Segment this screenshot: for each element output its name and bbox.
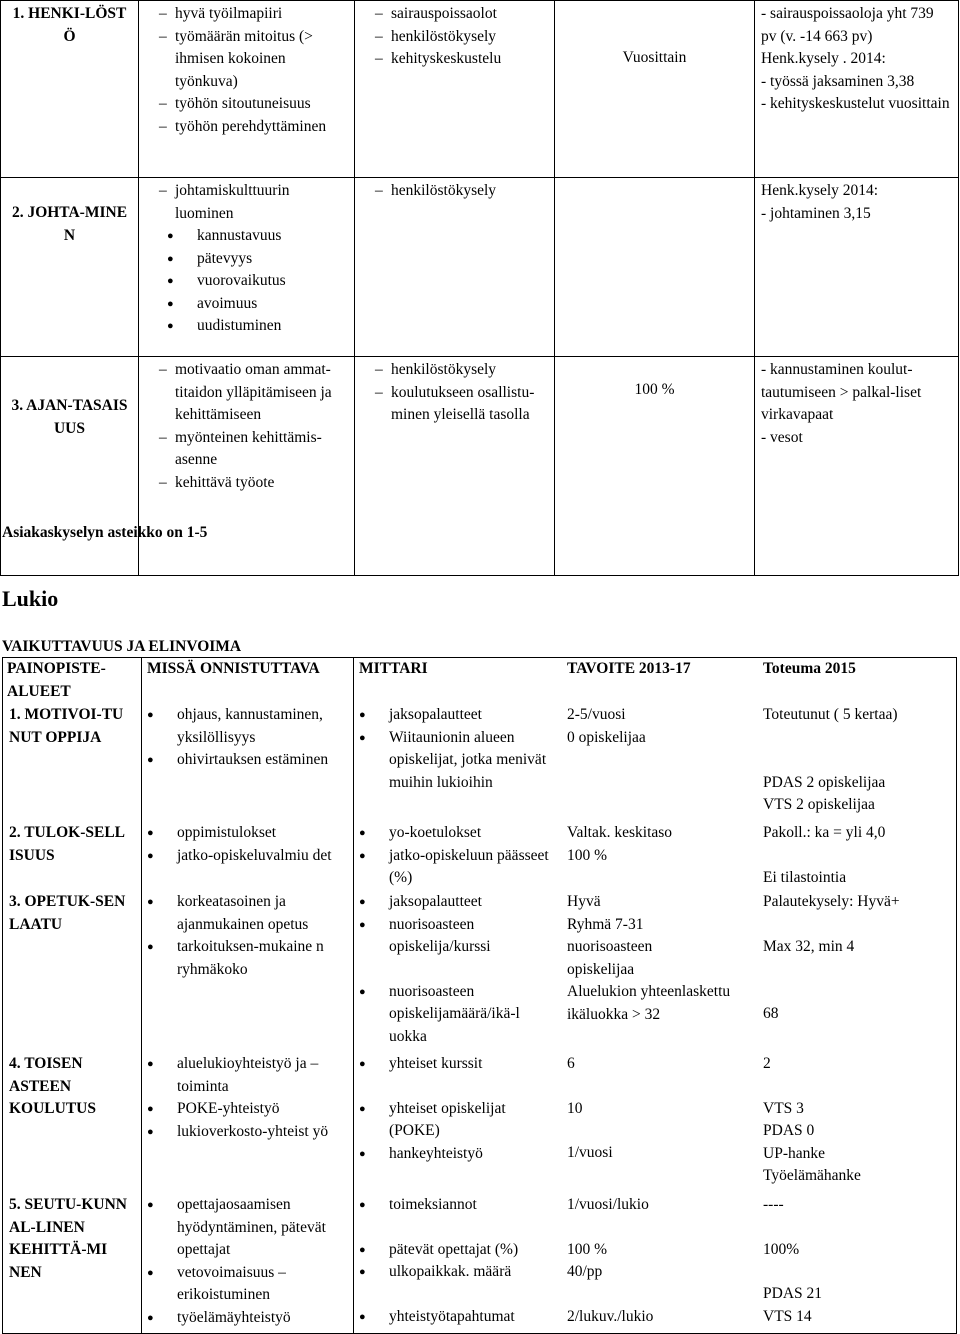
result-line: - kehityskeskustelut vuosittain — [761, 95, 950, 112]
header-target: TAVOITE 2013-17 — [567, 660, 691, 677]
result-block — [763, 704, 953, 817]
result-value: Max 32, min 4 — [763, 937, 855, 955]
header-result: Toteuma 2015 — [763, 660, 856, 677]
indicator-list — [359, 891, 559, 1048]
list-item: – sairauspoissaolot — [375, 3, 548, 26]
target-value: 40/pp — [567, 1263, 603, 1280]
list-item: – henkilöstökysely — [375, 26, 548, 49]
target-value: 1/vuosi/lukio — [567, 1196, 649, 1213]
list-item: ● jatko-opiskeluvalmiu det — [147, 845, 347, 868]
list-item: – työhön sitoutuneisuus — [159, 93, 348, 116]
result-value: Pakoll.: ka = yli 4,0 — [763, 824, 886, 841]
list-item: ● lukioverkosto-yhteist yö — [147, 1121, 347, 1144]
henkilosto-table — [0, 0, 959, 576]
where-list — [147, 1053, 347, 1143]
target-cell: Vuosittain — [555, 1, 755, 178]
result-line: - työssä jaksaminen 3,38 — [761, 72, 915, 90]
list-item: ● jatko-opiskeluun päässeet (%) — [359, 845, 559, 890]
target-value: 0 opiskelijaa — [567, 728, 646, 746]
list-item: – myönteinen kehittämis-asenne — [159, 427, 348, 472]
list-item: ● vetovoimaisuus – erikoistuminen — [147, 1262, 347, 1307]
area-item: 2. TULOK-SELL ISUUS — [9, 824, 125, 864]
where-list — [147, 704, 347, 772]
table-row — [1, 1, 959, 178]
list-item: ● ohivirtauksen estäminen — [147, 749, 347, 772]
list-item: ● nuorisoasteen opiskelija/kurssi — [359, 914, 559, 959]
result-cell — [755, 1, 959, 178]
target-value: Hyvä — [567, 893, 601, 910]
indicator-list — [359, 1053, 559, 1165]
target-value: 100 % — [567, 1240, 608, 1258]
result-value: Ei tilastointia — [763, 868, 847, 886]
list-item: ● yhteiset kurssit — [359, 1053, 559, 1076]
list-item: – motivaatio oman ammat-titaidon ylläpitämiseen ja kehittämiseen — [159, 359, 348, 427]
list-item: – kehityskeskustelu — [375, 48, 548, 71]
result-value: 100% — [763, 1240, 800, 1258]
target-value: 2-5/vuosi — [567, 706, 626, 723]
list-item: ● ulkopaikkak. määrä — [359, 1261, 559, 1284]
indicators-cell — [355, 1, 555, 178]
result-cell — [755, 178, 959, 357]
header-indicator: MITTARI — [359, 660, 428, 677]
result-block — [763, 891, 953, 1026]
area-item: 4. TOISEN ASTEEN KOULUTUS — [9, 1055, 96, 1117]
list-item: – hyvä työilmapiiri — [159, 3, 348, 26]
result-value: UP-hanke — [763, 1144, 825, 1162]
list-item: ● avoimuus — [163, 293, 348, 316]
area-item: 3. OPETUK-SEN LAATU — [9, 893, 126, 933]
result-line: - vesot — [761, 428, 803, 446]
target-block — [567, 704, 757, 749]
result-value: PDAS 0 — [763, 1122, 815, 1139]
list-item: ● pätevät opettajat (%) — [359, 1239, 559, 1262]
target-value: Aluelukion yhteenlaskettu ikäluokka > 32 — [567, 983, 731, 1023]
indicators-cell — [355, 357, 555, 576]
result-line: - johtaminen 3,15 — [761, 204, 871, 222]
list-item: ● korkeatasoinen ja ajanmukainen opetus — [147, 891, 347, 936]
result-value: PDAS 21 — [763, 1285, 823, 1302]
target-value: 1/vuosi — [567, 1144, 613, 1161]
result-value: VTS 3 — [763, 1099, 804, 1117]
list-item: ● pätevyys — [163, 248, 348, 271]
list-item: ● jaksopalautteet — [359, 891, 559, 914]
target-cell — [555, 178, 755, 357]
list-item: ● vuorovaikutus — [163, 270, 348, 293]
header-where: MISSÄ ONNISTUTTAVA — [147, 660, 320, 677]
result-value: 2 — [763, 1055, 771, 1072]
target-value: 10 — [567, 1099, 583, 1117]
result-block — [763, 1053, 953, 1188]
list-item: ● hankeyhteistyö — [359, 1143, 559, 1166]
result-line: Henk.kysely 2014: — [761, 182, 879, 199]
result-block — [763, 822, 953, 889]
target-block — [567, 891, 757, 1026]
where-list — [147, 1194, 347, 1329]
list-item: ● uudistuminen — [163, 315, 348, 338]
targets-cell — [139, 1, 355, 178]
list-item: ● yhteistyötapahtumat — [359, 1306, 559, 1329]
target-cell: 100 % — [555, 357, 755, 576]
list-item: ● nuorisoasteen opiskelijamäärä/ikä-l uokka — [359, 981, 559, 1049]
result-value: Työelämähanke — [763, 1167, 861, 1184]
target-value: Valtak. keskitaso — [567, 824, 673, 841]
area-item: 5. SEUTU-KUNN AL-LINEN KEHITTÄ-MI NEN — [9, 1196, 127, 1281]
table-row — [1, 178, 959, 357]
list-item: ● toimeksiannot — [359, 1194, 559, 1217]
where-list — [147, 822, 347, 867]
list-item: – henkilöstökysely — [375, 359, 548, 382]
target-block — [567, 1053, 757, 1165]
list-item: ● työelämäyhteistyö — [147, 1307, 347, 1330]
result-value: PDAS 2 opiskelijaa — [763, 773, 886, 791]
list-item: – työhön perehdyttäminen — [159, 116, 348, 139]
header-area: PAINOPISTE-ALUEET — [7, 660, 106, 700]
area-item: 1. MOTIVOI-TU NUT OPPIJA — [9, 706, 124, 746]
list-item: ● yo-koetulokset — [359, 822, 559, 845]
indicator-list — [359, 822, 559, 890]
list-item: ● jaksopalautteet — [359, 704, 559, 727]
result-value: VTS 14 — [763, 1307, 812, 1325]
list-item: ● yhteiset opiskelijat (POKE) — [359, 1098, 559, 1143]
column-divider — [141, 658, 142, 1333]
result-value: ---- — [763, 1196, 784, 1213]
result-value: 68 — [763, 1005, 779, 1022]
target-value: 100 % — [567, 846, 608, 864]
result-line: - kannustaminen koulut-tautumiseen > palkal-liset virkavapaat — [761, 361, 922, 423]
target-block — [567, 1194, 757, 1328]
list-item: ● opettajaosaamisen hyödyntäminen, pätevät opettajat — [147, 1194, 347, 1262]
list-item: ● kannustavuus — [163, 225, 348, 248]
target-value: 2/lukuv./lukio — [567, 1307, 654, 1325]
section-subtitle: VAIKUTTAVUUS JA ELINVOIMA — [2, 638, 242, 655]
list-item: – henkilöstökysely — [375, 180, 548, 203]
list-item: ● oppimistulokset — [147, 822, 347, 845]
list-item: ● Wiitaunionin alueen opiskelijat, jotka menivät muihin lukioihin — [359, 727, 559, 795]
page-title: Lukio — [2, 586, 59, 611]
result-cell — [755, 357, 959, 576]
targets-cell — [139, 178, 355, 357]
result-value: Toteutunut ( 5 kertaa) — [763, 706, 898, 723]
list-item: ● ohjaus, kannustaminen, yksilöllisyys — [147, 704, 347, 749]
result-block — [763, 1194, 953, 1328]
list-item: ● POKE-yhteistyö — [147, 1098, 347, 1121]
indicators-cell — [355, 178, 555, 357]
list-item: ● aluelukioyhteistyö ja –toiminta — [147, 1053, 347, 1098]
column-divider — [353, 658, 354, 1333]
list-item: – työmäärän mitoitus (> ihmisen kokoinen työnkuva) — [159, 26, 348, 94]
target-value: Ryhmä 7-31 nuorisoasteen opiskelijaa — [567, 915, 653, 978]
result-value: Palautekysely: Hyvä+ — [763, 893, 900, 910]
target-value: 6 — [567, 1055, 575, 1072]
list-item: – koulutukseen osallistu-minen yleisellä tasolla — [375, 382, 548, 427]
target-block — [567, 822, 757, 867]
result-line: Henk.kysely . 2014: — [761, 50, 886, 67]
indicator-list — [359, 1194, 559, 1328]
lukio-table — [2, 657, 957, 1334]
result-value: VTS 2 opiskelijaa — [763, 796, 875, 813]
area-cell: 3. AJAN-TASAIS UUS — [1, 357, 139, 576]
indicator-list — [359, 704, 559, 794]
area-cell: 1. HENKI-LÖST Ö — [1, 1, 139, 178]
list-item: – johtamiskulttuurin luominen — [159, 180, 348, 225]
list-item: – kehittävä työote — [159, 472, 348, 495]
result-line: - sairauspoissaoloja yht 739 pv (v. -14 663 pv) — [761, 5, 934, 45]
list-item: ● tarkoituksen-mukaine n ryhmäkoko — [147, 936, 347, 981]
scale-note: Asiakaskyselyn asteikko on 1-5 — [2, 524, 208, 541]
where-list — [147, 891, 347, 981]
area-cell: 2. JOHTA-MINE N — [1, 178, 139, 357]
